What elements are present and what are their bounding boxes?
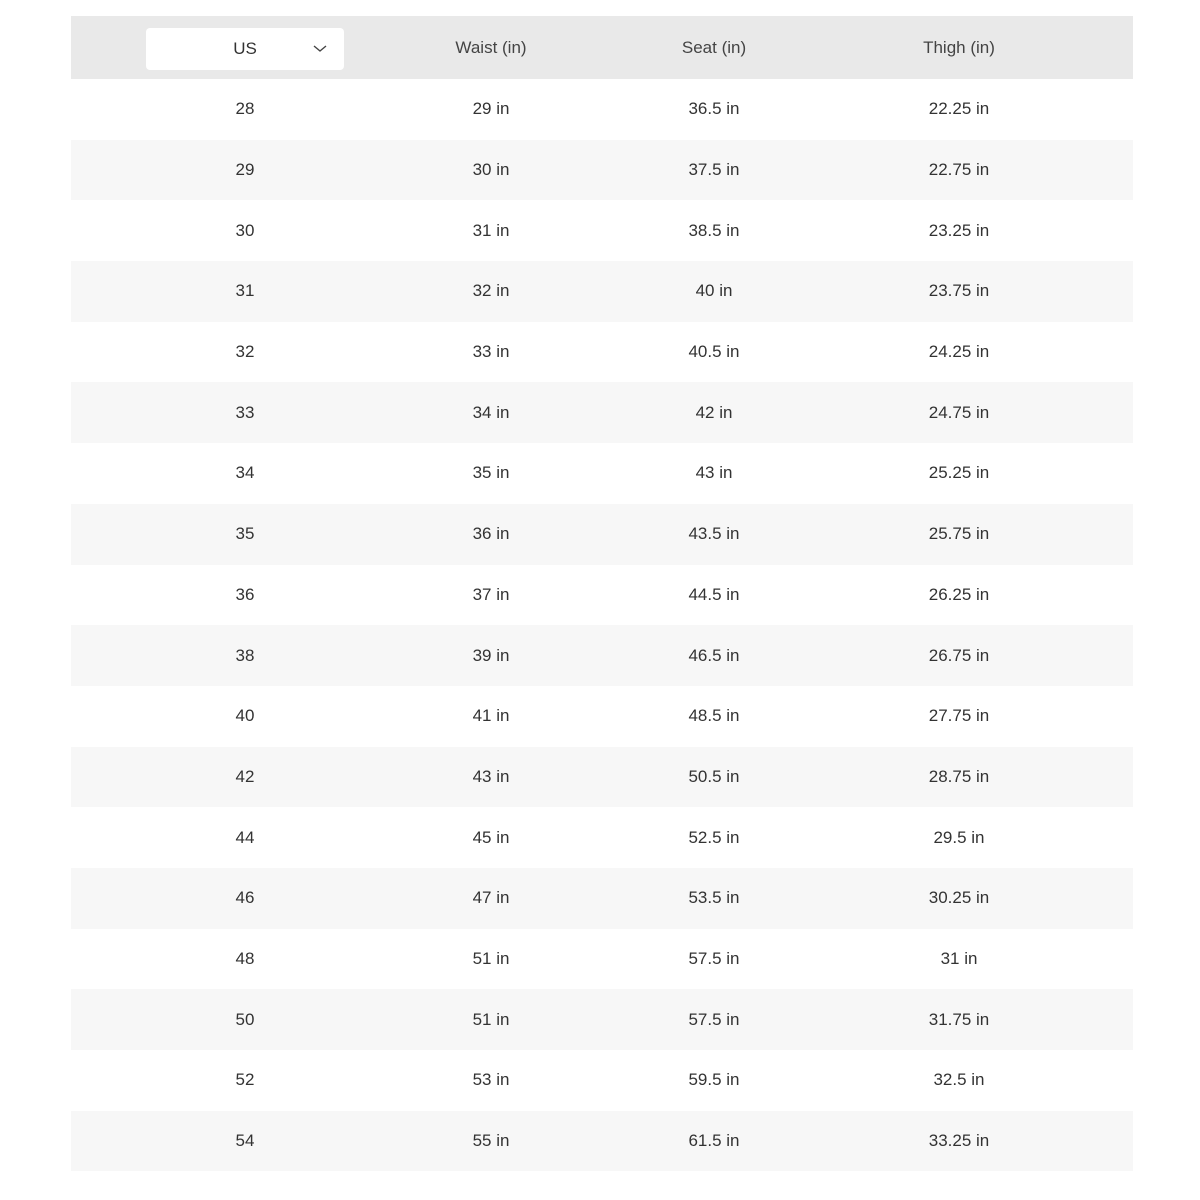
waist-cell: 45 in — [472, 827, 510, 847]
table-row — [71, 261, 1133, 322]
table-row — [71, 929, 1133, 990]
thigh-cell: 25.25 in — [928, 463, 990, 483]
waist-cell: 31 in — [472, 220, 510, 240]
waist-cell: 53 in — [472, 1070, 510, 1090]
thigh-cell: 24.75 in — [928, 402, 990, 422]
waist-cell: 55 in — [472, 1131, 510, 1151]
thigh-cell: 22.75 in — [928, 160, 990, 180]
waist-cell: 51 in — [472, 1009, 510, 1029]
size-cell: 35 — [235, 524, 255, 544]
seat-cell: 40 in — [695, 281, 733, 301]
seat-cell: 44.5 in — [688, 584, 740, 604]
table-row — [71, 686, 1133, 747]
size-cell: 30 — [235, 220, 255, 240]
waist-cell: 37 in — [472, 584, 510, 604]
seat-cell: 48.5 in — [688, 706, 740, 726]
size-unit-select-value: US — [233, 39, 257, 58]
seat-cell: 43.5 in — [688, 524, 740, 544]
size-cell: 50 — [235, 1009, 255, 1029]
thigh-cell: 23.25 in — [928, 220, 990, 240]
waist-cell: 34 in — [472, 402, 510, 422]
size-cell: 38 — [235, 645, 255, 665]
thigh-cell: 32.5 in — [933, 1070, 985, 1090]
table-row — [71, 868, 1133, 929]
chevron-down-icon — [311, 41, 329, 55]
thigh-cell: 33.25 in — [928, 1131, 990, 1151]
size-cell: 28 — [235, 99, 255, 119]
waist-cell: 41 in — [472, 706, 510, 726]
waist-cell: 32 in — [472, 281, 510, 301]
seat-cell: 42 in — [695, 402, 733, 422]
seat-cell: 57.5 in — [688, 948, 740, 968]
seat-cell: 57.5 in — [688, 1009, 740, 1029]
size-cell: 33 — [235, 402, 255, 422]
thigh-cell: 30.25 in — [928, 888, 990, 908]
table-row — [71, 443, 1133, 504]
table-row — [71, 565, 1133, 626]
size-cell: 48 — [235, 948, 255, 968]
thigh-cell: 28.75 in — [928, 766, 990, 786]
thigh-cell: 26.75 in — [928, 645, 990, 665]
size-cell: 44 — [235, 827, 255, 847]
table-row — [71, 807, 1133, 868]
column-header-waist: Waist (in) — [455, 37, 527, 57]
waist-cell: 39 in — [472, 645, 510, 665]
seat-cell: 38.5 in — [688, 220, 740, 240]
size-cell: 32 — [235, 342, 255, 362]
size-cell: 46 — [235, 888, 255, 908]
table-row — [71, 504, 1133, 565]
column-header-seat: Seat (in) — [681, 37, 747, 57]
size-cell: 34 — [235, 463, 255, 483]
seat-cell: 36.5 in — [688, 99, 740, 119]
table-row — [71, 1111, 1133, 1172]
seat-cell: 50.5 in — [688, 766, 740, 786]
waist-cell: 36 in — [472, 524, 510, 544]
table-row — [71, 140, 1133, 201]
table-row — [71, 1050, 1133, 1111]
size-cell: 40 — [235, 706, 255, 726]
table-header — [71, 16, 1133, 79]
seat-cell: 59.5 in — [688, 1070, 740, 1090]
size-cell: 42 — [235, 766, 255, 786]
waist-cell: 30 in — [472, 160, 510, 180]
thigh-cell: 27.75 in — [928, 706, 990, 726]
thigh-cell: 24.25 in — [928, 342, 990, 362]
waist-cell: 43 in — [472, 766, 510, 786]
table-row — [71, 79, 1133, 140]
size-cell: 54 — [235, 1131, 255, 1151]
thigh-cell: 29.5 in — [933, 827, 985, 847]
waist-cell: 33 in — [472, 342, 510, 362]
column-header-thigh: Thigh (in) — [923, 37, 995, 57]
table-body — [71, 79, 1133, 1171]
table-row — [71, 200, 1133, 261]
seat-cell: 37.5 in — [688, 160, 740, 180]
size-cell: 29 — [235, 160, 255, 180]
thigh-cell: 31 in — [940, 948, 978, 968]
seat-cell: 52.5 in — [688, 827, 740, 847]
table-row — [71, 989, 1133, 1050]
waist-cell: 47 in — [472, 888, 510, 908]
thigh-cell: 23.75 in — [928, 281, 990, 301]
seat-cell: 43 in — [695, 463, 733, 483]
thigh-cell: 25.75 in — [928, 524, 990, 544]
table-row — [71, 625, 1133, 686]
waist-cell: 51 in — [472, 948, 510, 968]
seat-cell: 46.5 in — [688, 645, 740, 665]
seat-cell: 40.5 in — [688, 342, 740, 362]
waist-cell: 35 in — [472, 463, 510, 483]
size-cell: 31 — [235, 281, 255, 301]
size-cell: 52 — [235, 1070, 255, 1090]
size-chart-table — [71, 16, 1133, 1171]
table-row — [71, 322, 1133, 383]
size-unit-select[interactable] — [146, 28, 344, 70]
thigh-cell: 22.25 in — [928, 99, 990, 119]
table-row — [71, 747, 1133, 808]
seat-cell: 53.5 in — [688, 888, 740, 908]
thigh-cell: 26.25 in — [928, 584, 990, 604]
seat-cell: 61.5 in — [688, 1131, 740, 1151]
waist-cell: 29 in — [472, 99, 510, 119]
thigh-cell: 31.75 in — [928, 1009, 990, 1029]
table-row — [71, 382, 1133, 443]
size-cell: 36 — [235, 584, 255, 604]
